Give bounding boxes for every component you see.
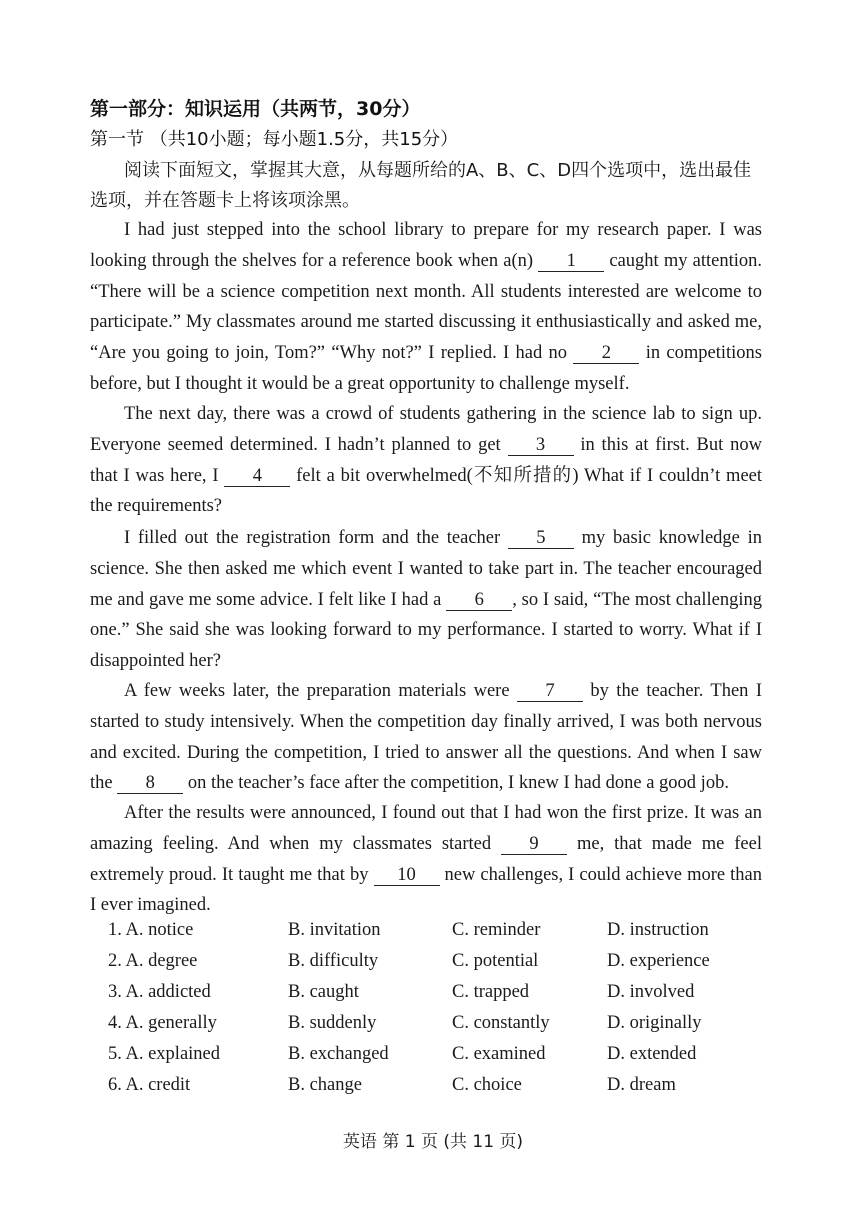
option-6-a[interactable]: 6. A. credit xyxy=(108,1075,191,1095)
option-6-d[interactable]: D. dream xyxy=(607,1075,676,1095)
blank-2: 2 xyxy=(573,343,639,364)
instructions: 阅读下面短文，掌握其大意，从每题所给的A、B、C、D四个选项中，选出最佳选项，并在答题卡上将该项涂黑。 xyxy=(90,160,752,211)
question-5-options xyxy=(0,1044,866,1074)
passage-paragraph-1: I had just stepped into the school library to prepare for my research paper. I was looking through the shelves for a reference book when a(n) 1 caught my attention. “There will be a science competition next month. All students interested are welcome to participate.” My classmates around me started discussing it enthusiastically and asked me, “Are you going to join, Tom?” “Why not?” I replied. I had no 2 in competitions before, but I thought it would be a great opportunity to challenge myself. xyxy=(90,220,762,394)
blank-8: 8 xyxy=(117,773,183,794)
option-4-b[interactable]: B. suddenly xyxy=(288,1013,377,1033)
option-5-a[interactable]: 5. A. explained xyxy=(108,1044,221,1064)
option-4-d[interactable]: D. originally xyxy=(607,1013,702,1033)
blank-7: 7 xyxy=(517,681,583,702)
option-1-d[interactable]: D. instruction xyxy=(607,920,709,940)
option-6-c[interactable]: C. choice xyxy=(452,1075,522,1095)
page-footer: 英语 第 1 页 (共 11 页) xyxy=(342,1132,524,1152)
section-heading: 第一节 （共10小题；每小题1.5分，共15分） xyxy=(90,129,459,150)
blank-4: 4 xyxy=(224,466,290,487)
option-2-c[interactable]: C. potential xyxy=(452,951,539,971)
option-5-d[interactable]: D. extended xyxy=(607,1044,697,1064)
option-1-b[interactable]: B. invitation xyxy=(288,920,381,940)
part-heading: 第一部分：知识运用（共两节，30分） xyxy=(90,98,421,120)
blank-3: 3 xyxy=(508,435,574,456)
blank-9: 9 xyxy=(501,834,567,855)
blank-10: 10 xyxy=(374,865,440,886)
option-2-d[interactable]: D. experience xyxy=(607,951,710,971)
option-2-a[interactable]: 2. A. degree xyxy=(108,951,198,971)
question-2-options xyxy=(0,951,866,981)
blank-1: 1 xyxy=(538,251,604,272)
question-3-options xyxy=(0,982,866,1012)
option-5-b[interactable]: B. exchanged xyxy=(288,1044,389,1064)
option-2-b[interactable]: B. difficulty xyxy=(288,951,379,971)
passage-paragraph-4: A few weeks later, the preparation materials were 7 by the teacher. Then I started to study intensively. When the competition day finally arrived, I was both nervous and excited. During the competition, I tried to answer all the questions. And when I saw the 8 on the teacher’s face after the competition, I knew I had done a good job. xyxy=(90,681,762,794)
passage-paragraph-5: After the results were announced, I found out that I had won the first prize. It was an amazing feeling. And when my classmates started 9 me, that made me feel extremely proud. It taught me that by 10 new challenges, I could achieve more than I ever imagined. xyxy=(90,803,762,916)
option-1-a[interactable]: 1. A. notice xyxy=(108,920,194,940)
option-3-b[interactable]: B. caught xyxy=(288,982,359,1002)
question-6-options xyxy=(0,1075,866,1105)
option-4-a[interactable]: 4. A. generally xyxy=(108,1013,217,1033)
blank-6: 6 xyxy=(446,590,512,611)
option-5-c[interactable]: C. examined xyxy=(452,1044,546,1064)
passage-paragraph-2: The next day, there was a crowd of students gathering in the science lab to sign up. Everyone seemed determined. I hadn’t planned to get 3 in this at first. But now that I was here, I 4 felt a bit overwhelmed(不知所措的) What if I couldn’t meet the requirements? xyxy=(90,404,763,517)
option-4-c[interactable]: C. constantly xyxy=(452,1013,550,1033)
option-3-c[interactable]: C. trapped xyxy=(452,982,530,1002)
question-1-options xyxy=(0,920,866,950)
option-3-d[interactable]: D. involved xyxy=(607,982,695,1002)
option-6-b[interactable]: B. change xyxy=(288,1075,362,1095)
option-1-c[interactable]: C. reminder xyxy=(452,920,541,940)
blank-5: 5 xyxy=(508,528,574,549)
option-3-a[interactable]: 3. A. addicted xyxy=(108,982,211,1002)
passage-paragraph-3: I filled out the registration form and the teacher 5 my basic knowledge in science. She then asked me which event I wanted to take part in. The teacher encouraged me and gave me some advice. I felt like I had a 6 , so I said, “The most challenging one.” She said she was looking forward to my performance. I started to worry. What if I disappointed her? xyxy=(90,528,763,672)
question-4-options xyxy=(0,1013,866,1043)
